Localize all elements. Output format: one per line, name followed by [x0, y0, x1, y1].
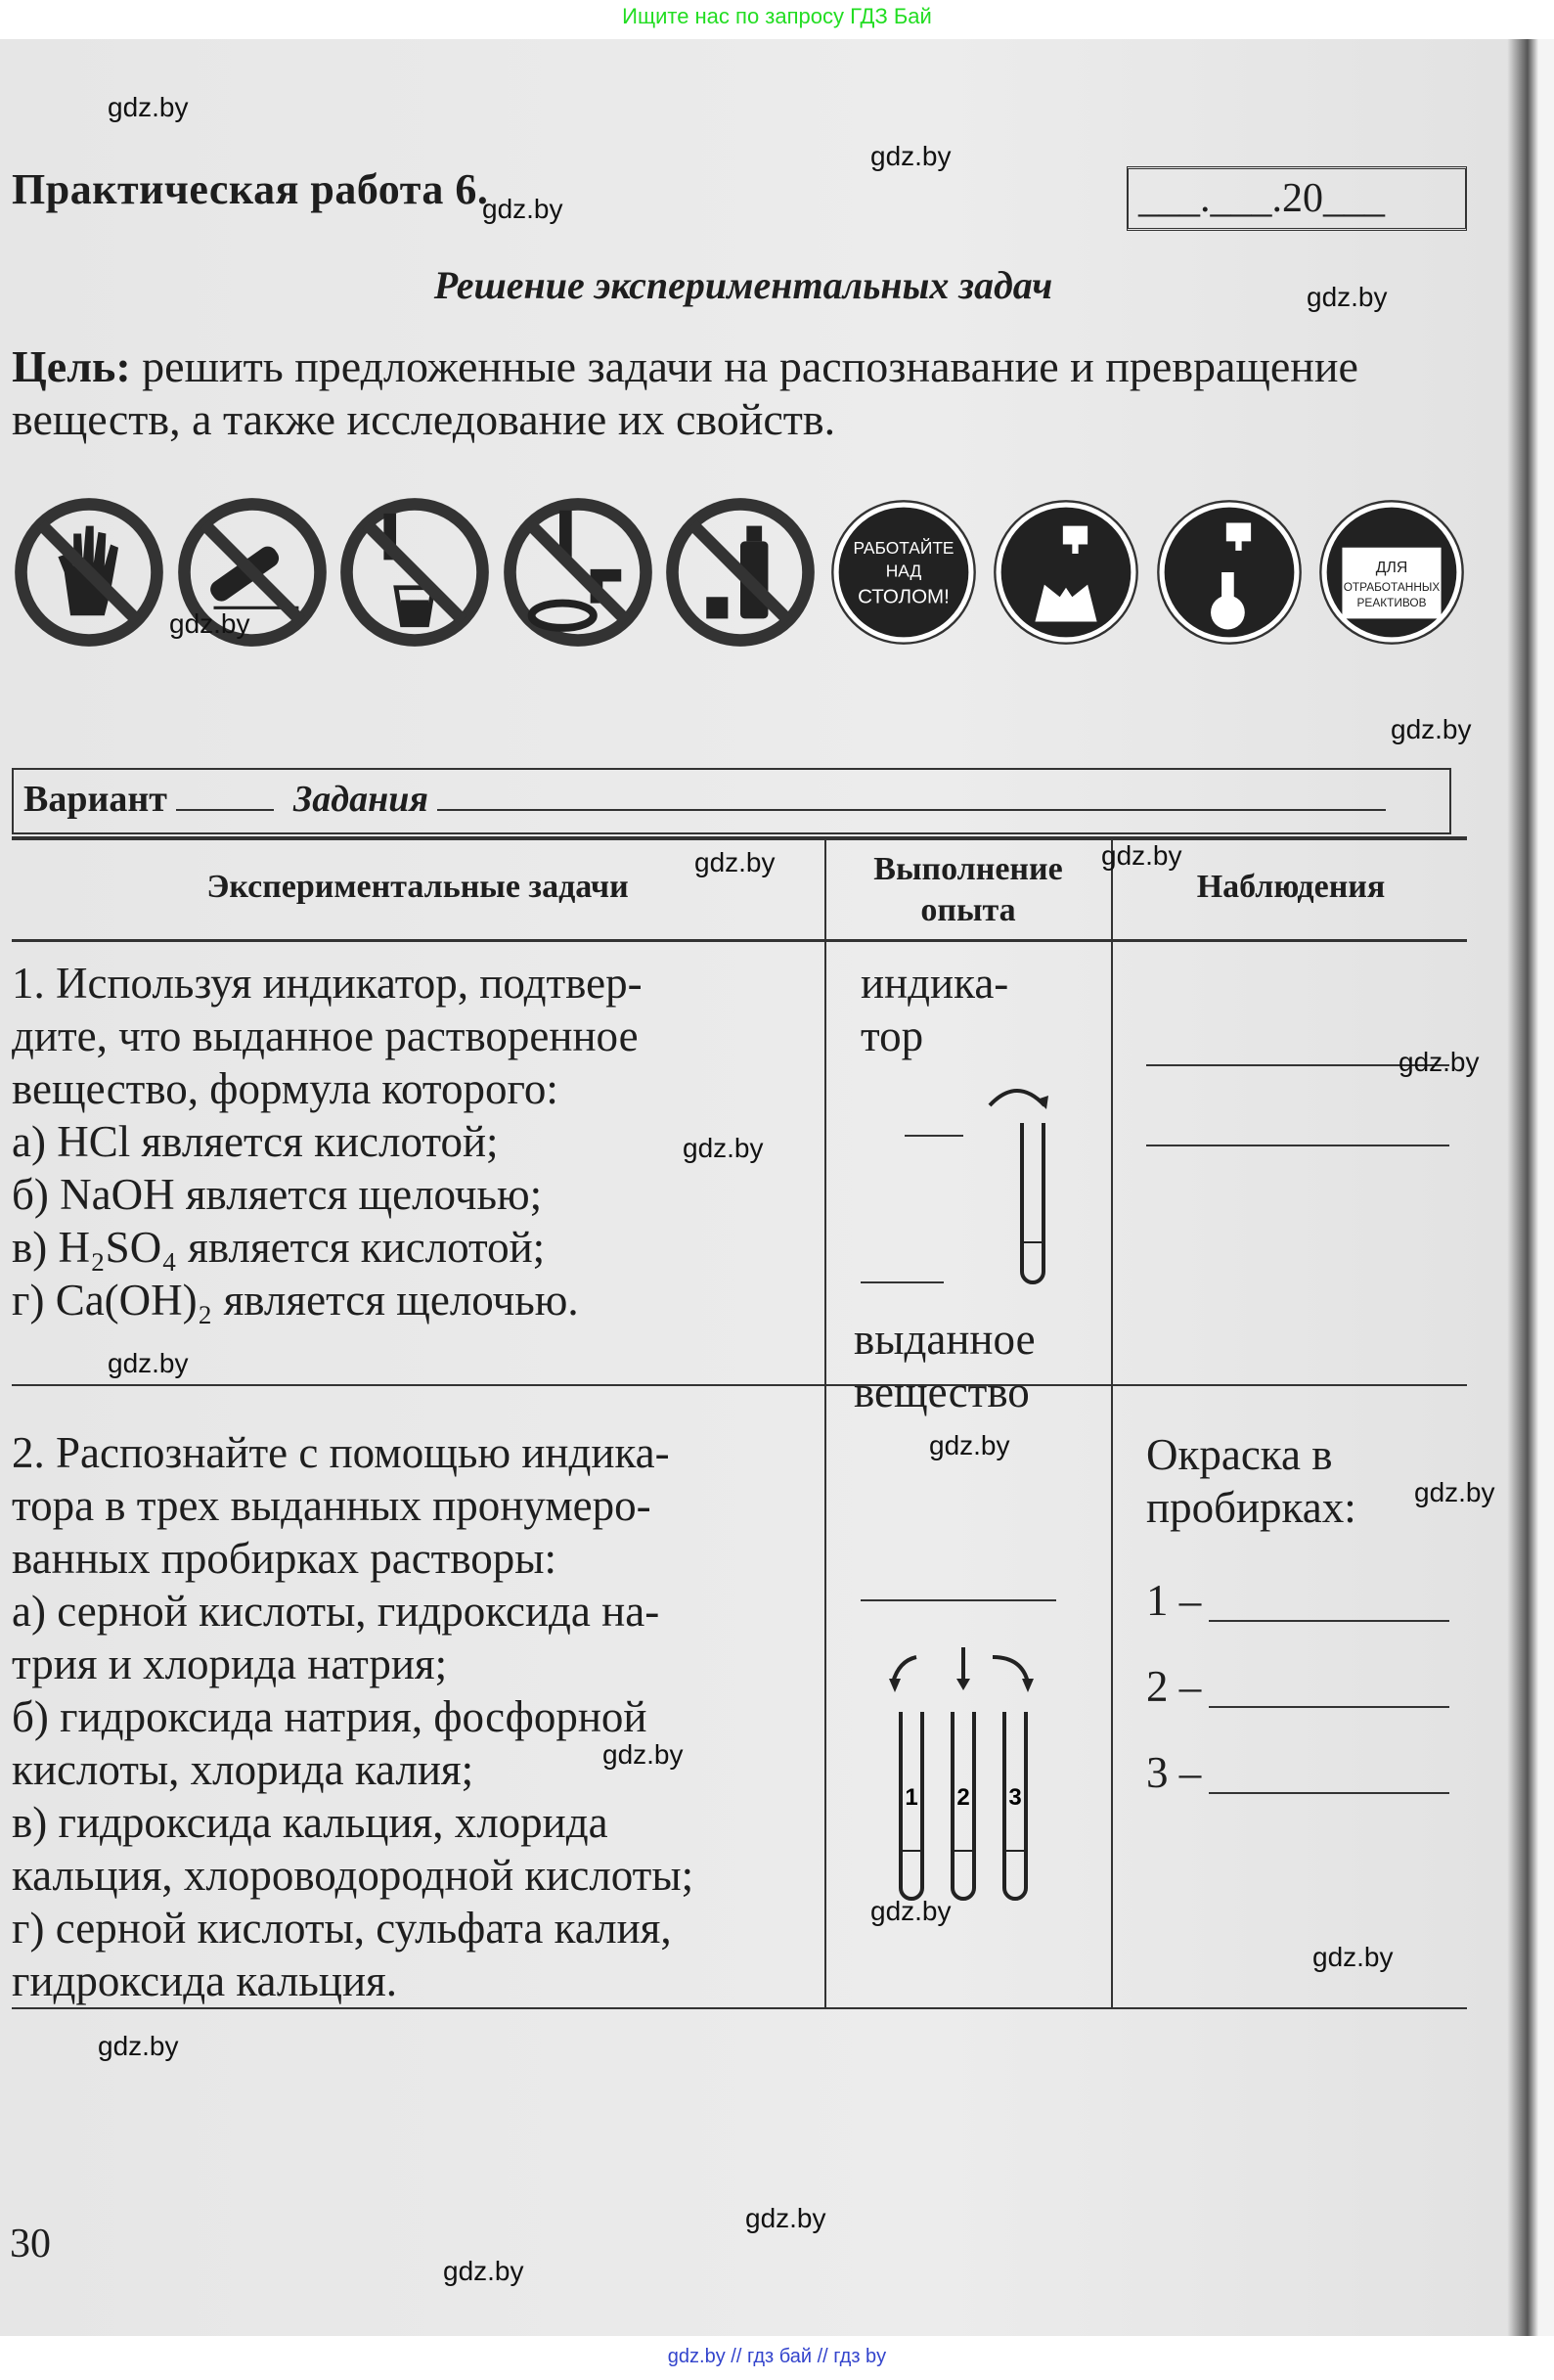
no-pour-cup-icon [337, 495, 492, 650]
observation-line: Окраска в [1146, 1430, 1333, 1479]
watermark: gdz.by [1101, 840, 1182, 871]
task-line: б) гидроксида натрия, фосфорной [12, 1692, 647, 1741]
task-1 [12, 957, 643, 1326]
tube-3-label: 3 – [1146, 1748, 1202, 1797]
task-line: а) серной кислоты, гидроксида на- [12, 1587, 660, 1636]
watermark: gdz.by [870, 1896, 952, 1926]
header-tasks: Экспериментальные задачи [206, 869, 629, 905]
observations-2 [1146, 1428, 1356, 1534]
watermark: gdz.by [169, 608, 250, 639]
tube-1-label: 1 – [1146, 1576, 1202, 1625]
test-tube-icon [978, 1076, 1066, 1291]
task-line: 2. Распознайте с помощью индика- [12, 1428, 670, 1477]
variant-blank[interactable] [176, 782, 274, 811]
tube-2-blank[interactable] [1209, 1643, 1449, 1708]
wash-hands-icon [989, 495, 1143, 650]
column-divider [824, 836, 826, 2009]
variant-box [12, 768, 1451, 834]
no-touch-hand-icon [12, 495, 166, 650]
watermark: gdz.by [1399, 1047, 1480, 1077]
answer-blank[interactable] [861, 1281, 944, 1283]
no-bottle-icon [663, 495, 818, 650]
experiment-indicator [861, 957, 1008, 1062]
task-line: дите, что выданное растворенное [12, 1011, 639, 1060]
table-top-border [12, 836, 1467, 840]
task-line: 1. Используя индикатор, подтвер- [12, 959, 643, 1008]
no-pour-sink-icon [501, 495, 655, 650]
watermark: gdz.by [443, 2256, 524, 2286]
header-experiment: Выполнение опыта [873, 851, 1063, 928]
answer-blank[interactable] [905, 1135, 963, 1137]
task-line: в) H₂SO₄ является кислотой; [12, 1223, 546, 1272]
bottom-banner[interactable]: gdz.by // гдз бай // гдз by [667, 2346, 887, 2367]
task-line: трия и хлорида натрия; [12, 1639, 448, 1688]
task-line: ванных пробирках растворы: [12, 1534, 557, 1583]
page-number: 30 [10, 2222, 51, 2267]
tube-label: 3 [1008, 1784, 1022, 1811]
task-line: б) NaOH является щелочью; [12, 1170, 543, 1219]
sign-text-3: РЕАКТИВОВ [1356, 595, 1427, 609]
subtitle: Решение экспериментальных задач [433, 263, 1053, 307]
task-line: кислоты, хлорида калия; [12, 1745, 474, 1794]
table-bottom-border [12, 2007, 1467, 2009]
sign-text-2: ОТРАБОТАННЫХ [1343, 579, 1441, 594]
watermark: gdz.by [745, 2203, 826, 2233]
tube-2-label: 2 – [1146, 1662, 1202, 1711]
tube-1-blank[interactable] [1209, 1557, 1449, 1622]
task-2 [12, 1426, 693, 2007]
watermark: gdz.by [694, 847, 776, 877]
header-observations: Наблюдения [1196, 869, 1386, 905]
tube-3-blank[interactable] [1209, 1729, 1449, 1794]
variant-label: Вариант [23, 779, 167, 820]
watermark: gdz.by [108, 92, 189, 122]
watermark: gdz.by [482, 194, 563, 224]
experiment-substance [854, 1313, 1036, 1418]
goal-body: решить предложенные задачи на распознавание и превращение веществ, а также исследование их свойств. [12, 341, 1358, 444]
table-header-border [12, 939, 1467, 942]
workbook-page [0, 39, 1554, 2336]
goal-text [12, 340, 1469, 446]
task-line: г) Ca(OH)₂ является щелочью. [12, 1276, 579, 1325]
watermark: gdz.by [929, 1430, 1010, 1460]
top-banner[interactable]: Ищите нас по запросу ГДЗ Бай [622, 4, 932, 28]
task-line: в) гидроксида кальция, хлорида [12, 1798, 608, 1847]
date-field: ___.___.20___ [1127, 166, 1467, 231]
answer-blank[interactable] [861, 1599, 1056, 1601]
waste-reagents-icon [1314, 495, 1469, 650]
watermark: gdz.by [683, 1133, 764, 1163]
watermark: gdz.by [870, 141, 952, 171]
column-divider [1111, 836, 1113, 2009]
task-line: вещество, формула которого: [12, 1064, 558, 1113]
task-line: кальция, хлороводородной кислоты; [12, 1851, 694, 1900]
goal-label: Цель: [12, 341, 131, 391]
experiment-line: вещество [854, 1368, 1030, 1416]
task-line: тора в трех выданных пронумеро- [12, 1481, 651, 1530]
watermark: gdz.by [1391, 714, 1472, 744]
experiment-line: тор [861, 1011, 924, 1060]
work-over-table-icon [826, 495, 981, 650]
sign-text-1: РАБОТАЙТЕ [852, 538, 955, 559]
watermark: gdz.by [1414, 1477, 1495, 1507]
page-title: Практическая работа 6. [12, 165, 489, 213]
observation-blank[interactable] [1146, 1145, 1449, 1146]
experiment-line: индика- [861, 959, 1009, 1008]
rinse-flask-icon [1152, 495, 1307, 650]
task-line: г) серной кислоты, сульфата калия, [12, 1904, 672, 1953]
observation-line: пробирках: [1146, 1483, 1356, 1532]
watermark: gdz.by [1307, 282, 1388, 312]
sign-text-1: ДЛЯ [1375, 560, 1408, 576]
tasks-label: Задания [292, 779, 428, 820]
tube-label: 2 [956, 1784, 970, 1811]
experiment-line: выданное [854, 1315, 1036, 1364]
watermark: gdz.by [1312, 1942, 1394, 1972]
sign-text-2: НАД [885, 561, 921, 581]
tube-observations [1146, 1557, 1449, 1816]
watermark: gdz.by [98, 2031, 179, 2061]
tasks-blank[interactable] [437, 782, 1386, 811]
sign-text-3: СТОЛОМ! [857, 585, 950, 608]
task-line: гидроксида кальция. [12, 1956, 397, 2005]
tube-label: 1 [905, 1784, 918, 1811]
watermark: gdz.by [602, 1739, 684, 1770]
task-line: а) HCl является кислотой; [12, 1117, 499, 1166]
row-separator [12, 1384, 1467, 1386]
three-test-tubes-icon [885, 1643, 1042, 1908]
watermark: gdz.by [108, 1348, 189, 1378]
